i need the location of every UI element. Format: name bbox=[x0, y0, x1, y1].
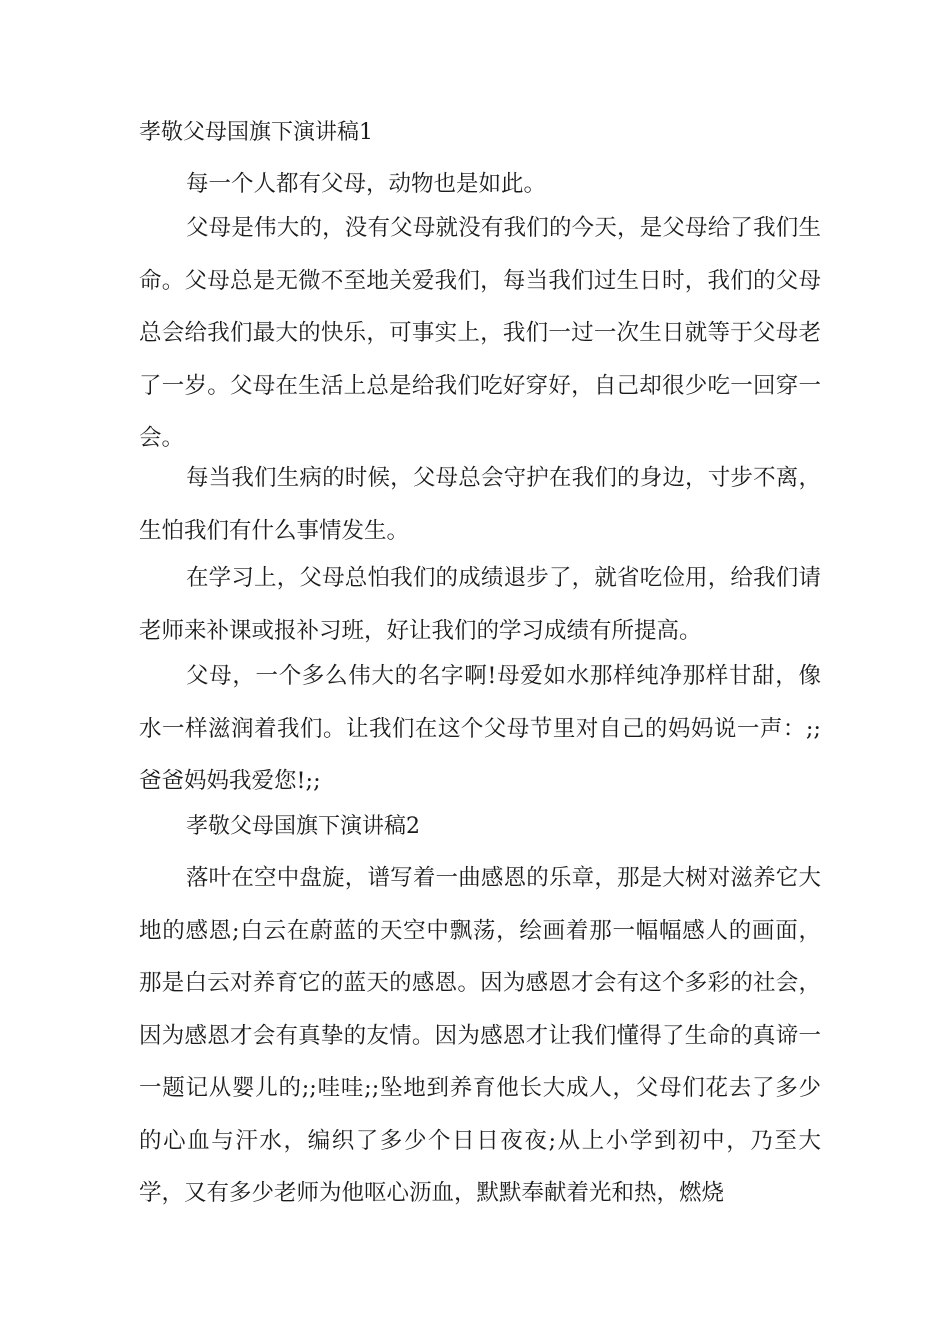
paragraph-1-4: 在学习上，父母总怕我们的成绩退步了，就省吃俭用，给我们请老师来补课或报补习班，好让我们的学习成绩有所提高。 bbox=[139, 565, 821, 644]
paragraph-1-3: 每当我们生病的时候，父母总会守护在我们的身边，寸步不离，生怕我们有什么事情发生。 bbox=[139, 465, 821, 544]
paragraph-1-2: 父母是伟大的，没有父母就没有我们的今天，是父母给了我们生命。父母总是无微不至地关爱我们，每当我们过生日时，我们的父母总会给我们最大的快乐，可事实上，我们一过一次生日就等于父母老了一岁。父母在生活上总是给我们吃好穿好，自己却很少吃一回穿一会。 bbox=[139, 215, 821, 451]
paragraph-1-1: 每一个人都有父母，动物也是如此。 bbox=[186, 171, 547, 197]
paragraph-1-5: 父母，一个多么伟大的名字啊!母爱如水那样纯净那样甘甜，像水一样滋润着我们。让我们在这个父母节里对自己的妈妈说一声：;;爸爸妈妈我爱您!;; bbox=[139, 663, 821, 794]
speech-title-2: 孝敬父母国旗下演讲稿2 bbox=[186, 814, 420, 839]
speech-title-1: 孝敬父母国旗下演讲稿1 bbox=[139, 120, 373, 145]
paragraph-2-1: 落叶在空中盘旋，谱写着一曲感恩的乐章，那是大树对滋养它大地的感恩;白云在蔚蓝的天空中飘荡，绘画着那一幅幅感人的画面，那是白云对养育它的蓝天的感恩。因为感恩才会有这个多彩的社会，因为感恩才会有真挚的友情。因为感恩才让我们懂得了生命的真谛一一题记从婴儿的;;哇哇;;坠地到养育他长大成人，父母们花去了多少的心血与汗水，编织了多少个日日夜夜;从上小学到初中，乃至大学，又有多少老师为他呕心沥血，默默奉献着光和热，燃烧 bbox=[139, 865, 821, 1206]
